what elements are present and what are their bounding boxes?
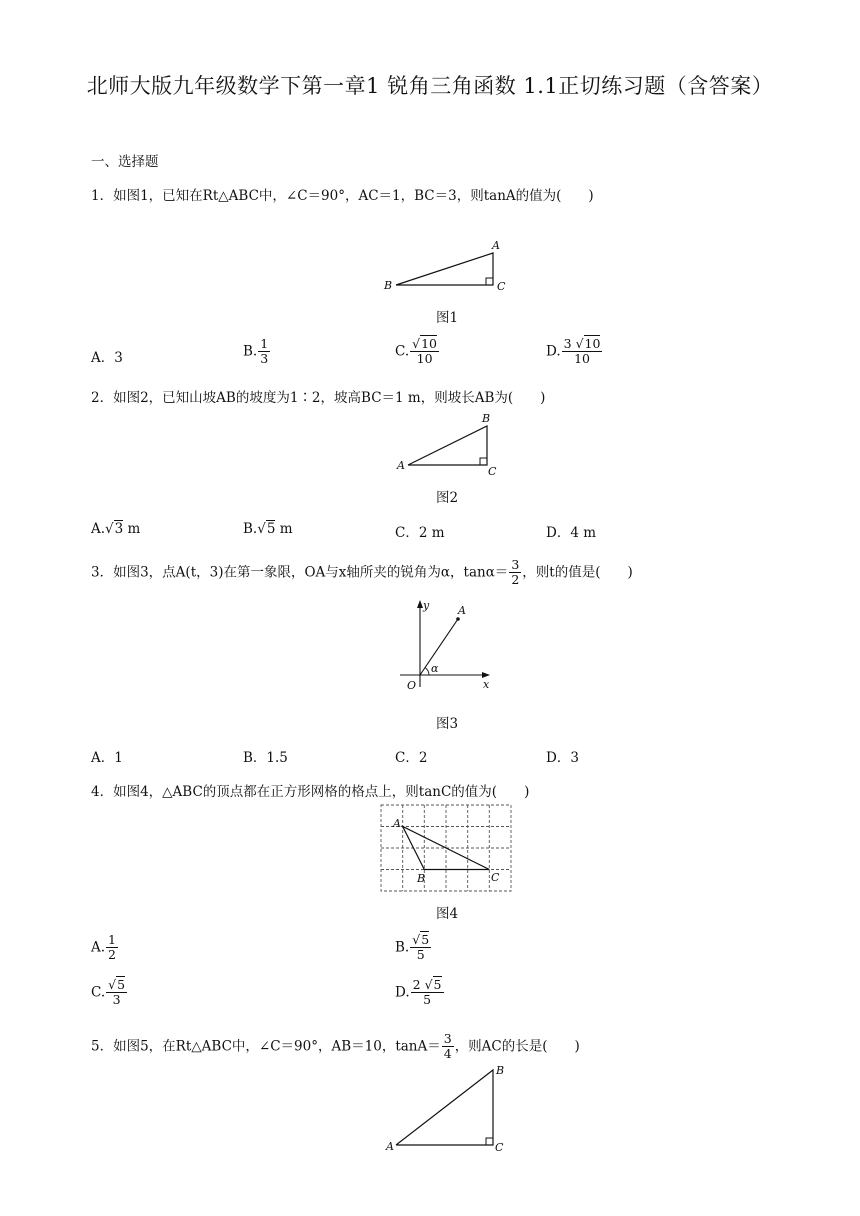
q2-option-b: B.√5 m (243, 521, 293, 537)
q1-option-d: D. $\frac{3 √10}{10}$ (546, 336, 601, 367)
question-2-text: 2．如图2，已知山坡AB的坡度为1∶2，坡高BC＝1 m，则坡长AB为( ) (91, 390, 546, 406)
question-5-text: 5．如图5，在Rt△ABC中，∠C＝90°，AB＝10，tanA＝ $\frac{3}{4}$ ，则AC的长是( ) (91, 1031, 580, 1062)
fig3-label-y: y (423, 599, 430, 612)
fig4-label-b: B (417, 872, 426, 885)
q1-option-c: C. $\frac{√10}{10}$ (395, 336, 438, 367)
figure-3-axes (395, 595, 500, 695)
q3-option-b: B．1.5 (243, 750, 288, 766)
q4-option-d: D. $\frac{2 √5}{5}$ (395, 977, 442, 1008)
q3-option-d: D．3 (546, 750, 579, 766)
q3-option-c: C．2 (395, 750, 428, 766)
figure-4-caption: 图4 (436, 906, 459, 922)
fig2-label-a: A (397, 459, 405, 472)
fig1-label-c: C (497, 280, 506, 293)
figure-5-triangle (382, 1062, 512, 1158)
fig1-label-a: A (492, 239, 500, 252)
figure-4-grid (378, 802, 514, 894)
fig2-label-c: C (488, 465, 497, 478)
fig3-label-a: A (458, 604, 466, 617)
q2-option-d: D．4 m (546, 525, 597, 541)
q2-option-a: A.√3 m (91, 521, 141, 537)
question-1-text: 1．如图1，已知在Rt△ABC中，∠C＝90°，AC＝1，BC＝3，则tanA的值为( ) (91, 188, 594, 204)
fig5-label-a: A (386, 1140, 394, 1153)
figure-1-caption: 图1 (436, 310, 459, 326)
question-4-text: 4．如图4，△ABC的顶点都在正方形网格的格点上，则tanC的值为( ) (91, 784, 530, 800)
q1-option-a: A．3 (91, 350, 123, 366)
question-3-text: 3．如图3，点A(t，3)在第一象限，OA与x轴所夹的锐角为α，tanα＝ $\frac{3}{2}$ ，则t的值是( ) (91, 557, 633, 588)
q1-option-b: B. $\frac{1}{3}$ (243, 336, 269, 367)
fig3-label-alpha: α (431, 662, 439, 675)
q2-option-c: C．2 m (395, 525, 445, 541)
fig3-label-o: O (407, 679, 417, 692)
fig5-label-c: C (495, 1141, 504, 1154)
document-title: 北师大版九年级数学下第一章1 锐角三角函数 1.1正切练习题（含答案） (86, 74, 774, 98)
fig1-label-b: B (384, 279, 393, 292)
fig5-label-b: B (496, 1064, 505, 1077)
q4-option-b: B. $\frac{√5}{5}$ (395, 932, 430, 963)
figure-2-caption: 图2 (436, 490, 459, 506)
fig4-label-c: C (491, 871, 500, 884)
q4-option-a: A. $\frac{1}{2}$ (91, 932, 116, 963)
fig3-label-x: x (483, 678, 490, 691)
q3-option-a: A．1 (91, 750, 123, 766)
q4-option-c: C. $\frac{√5}{3}$ (91, 977, 126, 1008)
fig4-label-a: A (393, 817, 401, 830)
figure-1-triangle (380, 238, 510, 298)
figure-3-caption: 图3 (436, 716, 459, 732)
fig2-label-b: B (482, 412, 491, 425)
section-heading: 一、选择题 (91, 154, 159, 170)
figure-2-triangle (393, 410, 513, 478)
